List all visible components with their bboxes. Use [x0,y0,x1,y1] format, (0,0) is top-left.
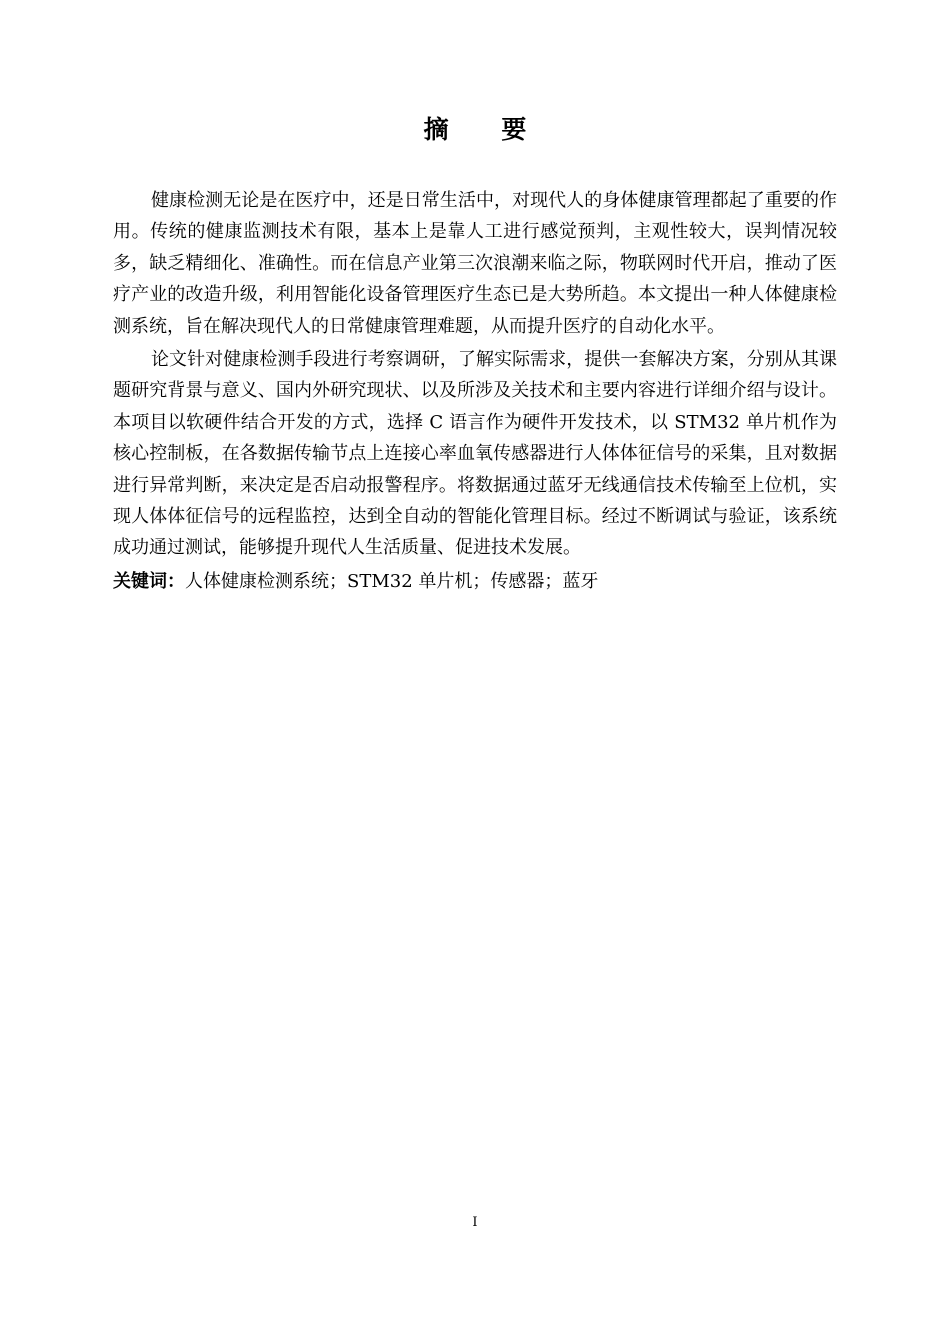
keywords-text: 人体健康检测系统；STM32 单片机；传感器；蓝牙 [185,570,599,592]
abstract-body [113,185,837,599]
abstract-title: 摘 要 [423,115,549,144]
keywords-label: 关键词： [113,570,185,592]
abstract-paragraph-2: 论文针对健康检测手段进行考察调研，了解实际需求，提供一套解决方案，分别从其课题研究背景与意义、国内外研究现状、以及所涉及关技术和主要内容进行详细介绍与设计。本项目以软硬件结合开发的方式，选择 C 语言作为硬件开发技术，以 STM32 单片机作为核心控制板，在各数据传输节点上连接心率血氧传感器进行人体体征信号的采集，且对数据进行异常判断，来决定是否启动报警程序。将数据通过蓝牙无线通信技术传输至上位机，实现人体体征信号的远程监控，达到全自动的智能化管理目标。经过不断调试与验证，该系统成功通过测试，能够提升现代人生活质量、促进技术发展。 [113,349,837,559]
abstract-paragraph-1: 健康检测无论是在医疗中，还是日常生活中，对现代人的身体健康管理都起了重要的作用。传统的健康监测技术有限，基本上是靠人工进行感觉预判，主观性较大，误判情况较多，缺乏精细化、准确性。而在信息产业第三次浪潮来临之际，物联网时代开启，推动了医疗产业的改造升级，利用智能化设备管理医疗生态已是大势所趋。本文提出一种人体健康检测系统，旨在解决现代人的日常健康管理难题，从而提升医疗的自动化水平。 [113,190,837,337]
page-number: I [472,1215,478,1230]
keywords-line [113,566,837,597]
